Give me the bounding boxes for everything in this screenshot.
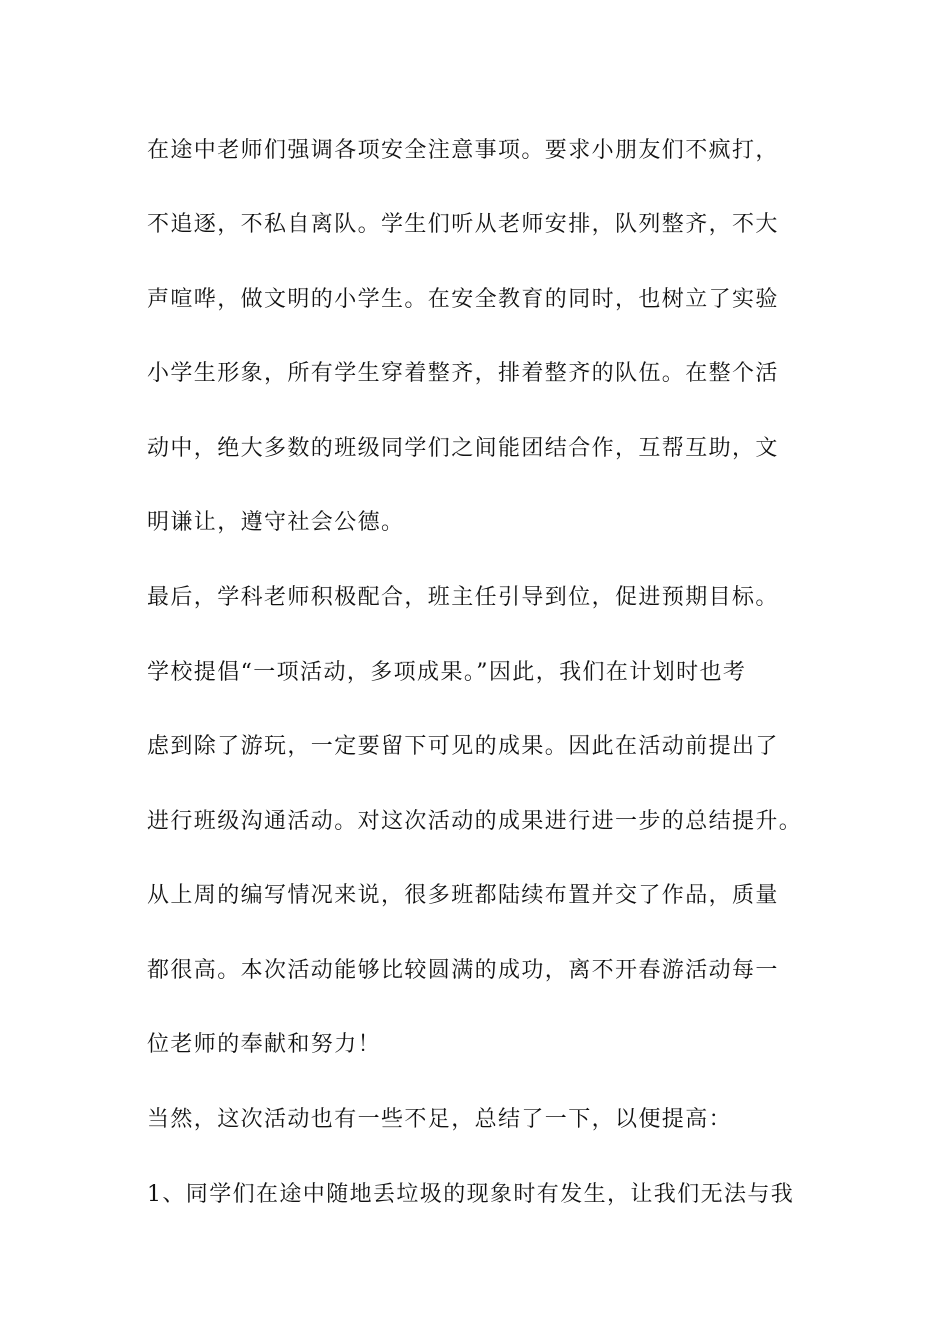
text-line: 位老师的奉献和努力！ (147, 1032, 382, 1057)
text-line: 当然，这次活动也有一些不足，总结了一下，以便提高： (147, 1107, 733, 1132)
text-line: 在途中老师们强调各项安全注意事项。要求小朋友们不疯打， (147, 138, 779, 163)
text-line: 虑到除了游玩，一定要留下可见的成果。因此在活动前提出了 (147, 734, 779, 759)
text-line: 声喧哗，做文明的小学生。在安全教育的同时，也树立了实验 (147, 287, 779, 312)
text-line: 学校提倡“一项活动，多项成果。”因此，我们在计划时也考 (147, 660, 747, 685)
text-line: 动中，绝大多数的班级同学们之间能团结合作，互帮互助，文 (147, 436, 779, 461)
text-line: 最后，学科老师积极配合，班主任引导到位，促进预期目标。 (147, 585, 779, 610)
text-line: 都很高。本次活动能够比较圆满的成功，离不开春游活动每一 (147, 958, 779, 983)
text-line: 1、同学们在途中随地丢垃圾的现象时有发生，让我们无法与我 (147, 1182, 795, 1207)
text-line: 进行班级沟通活动。对这次活动的成果进行进一步的总结提升。 (147, 809, 803, 834)
text-line: 不追逐，不私自离队。学生们听从老师安排，队列整齐，不大 (147, 212, 779, 237)
text-line: 明谦让，遵守社会公德。 (147, 510, 405, 535)
text-line: 小学生形象，所有学生穿着整齐，排着整齐的队伍。在整个活 (147, 361, 779, 386)
text-line: 从上周的编写情况来说，很多班都陆续布置并交了作品，质量 (147, 883, 779, 908)
